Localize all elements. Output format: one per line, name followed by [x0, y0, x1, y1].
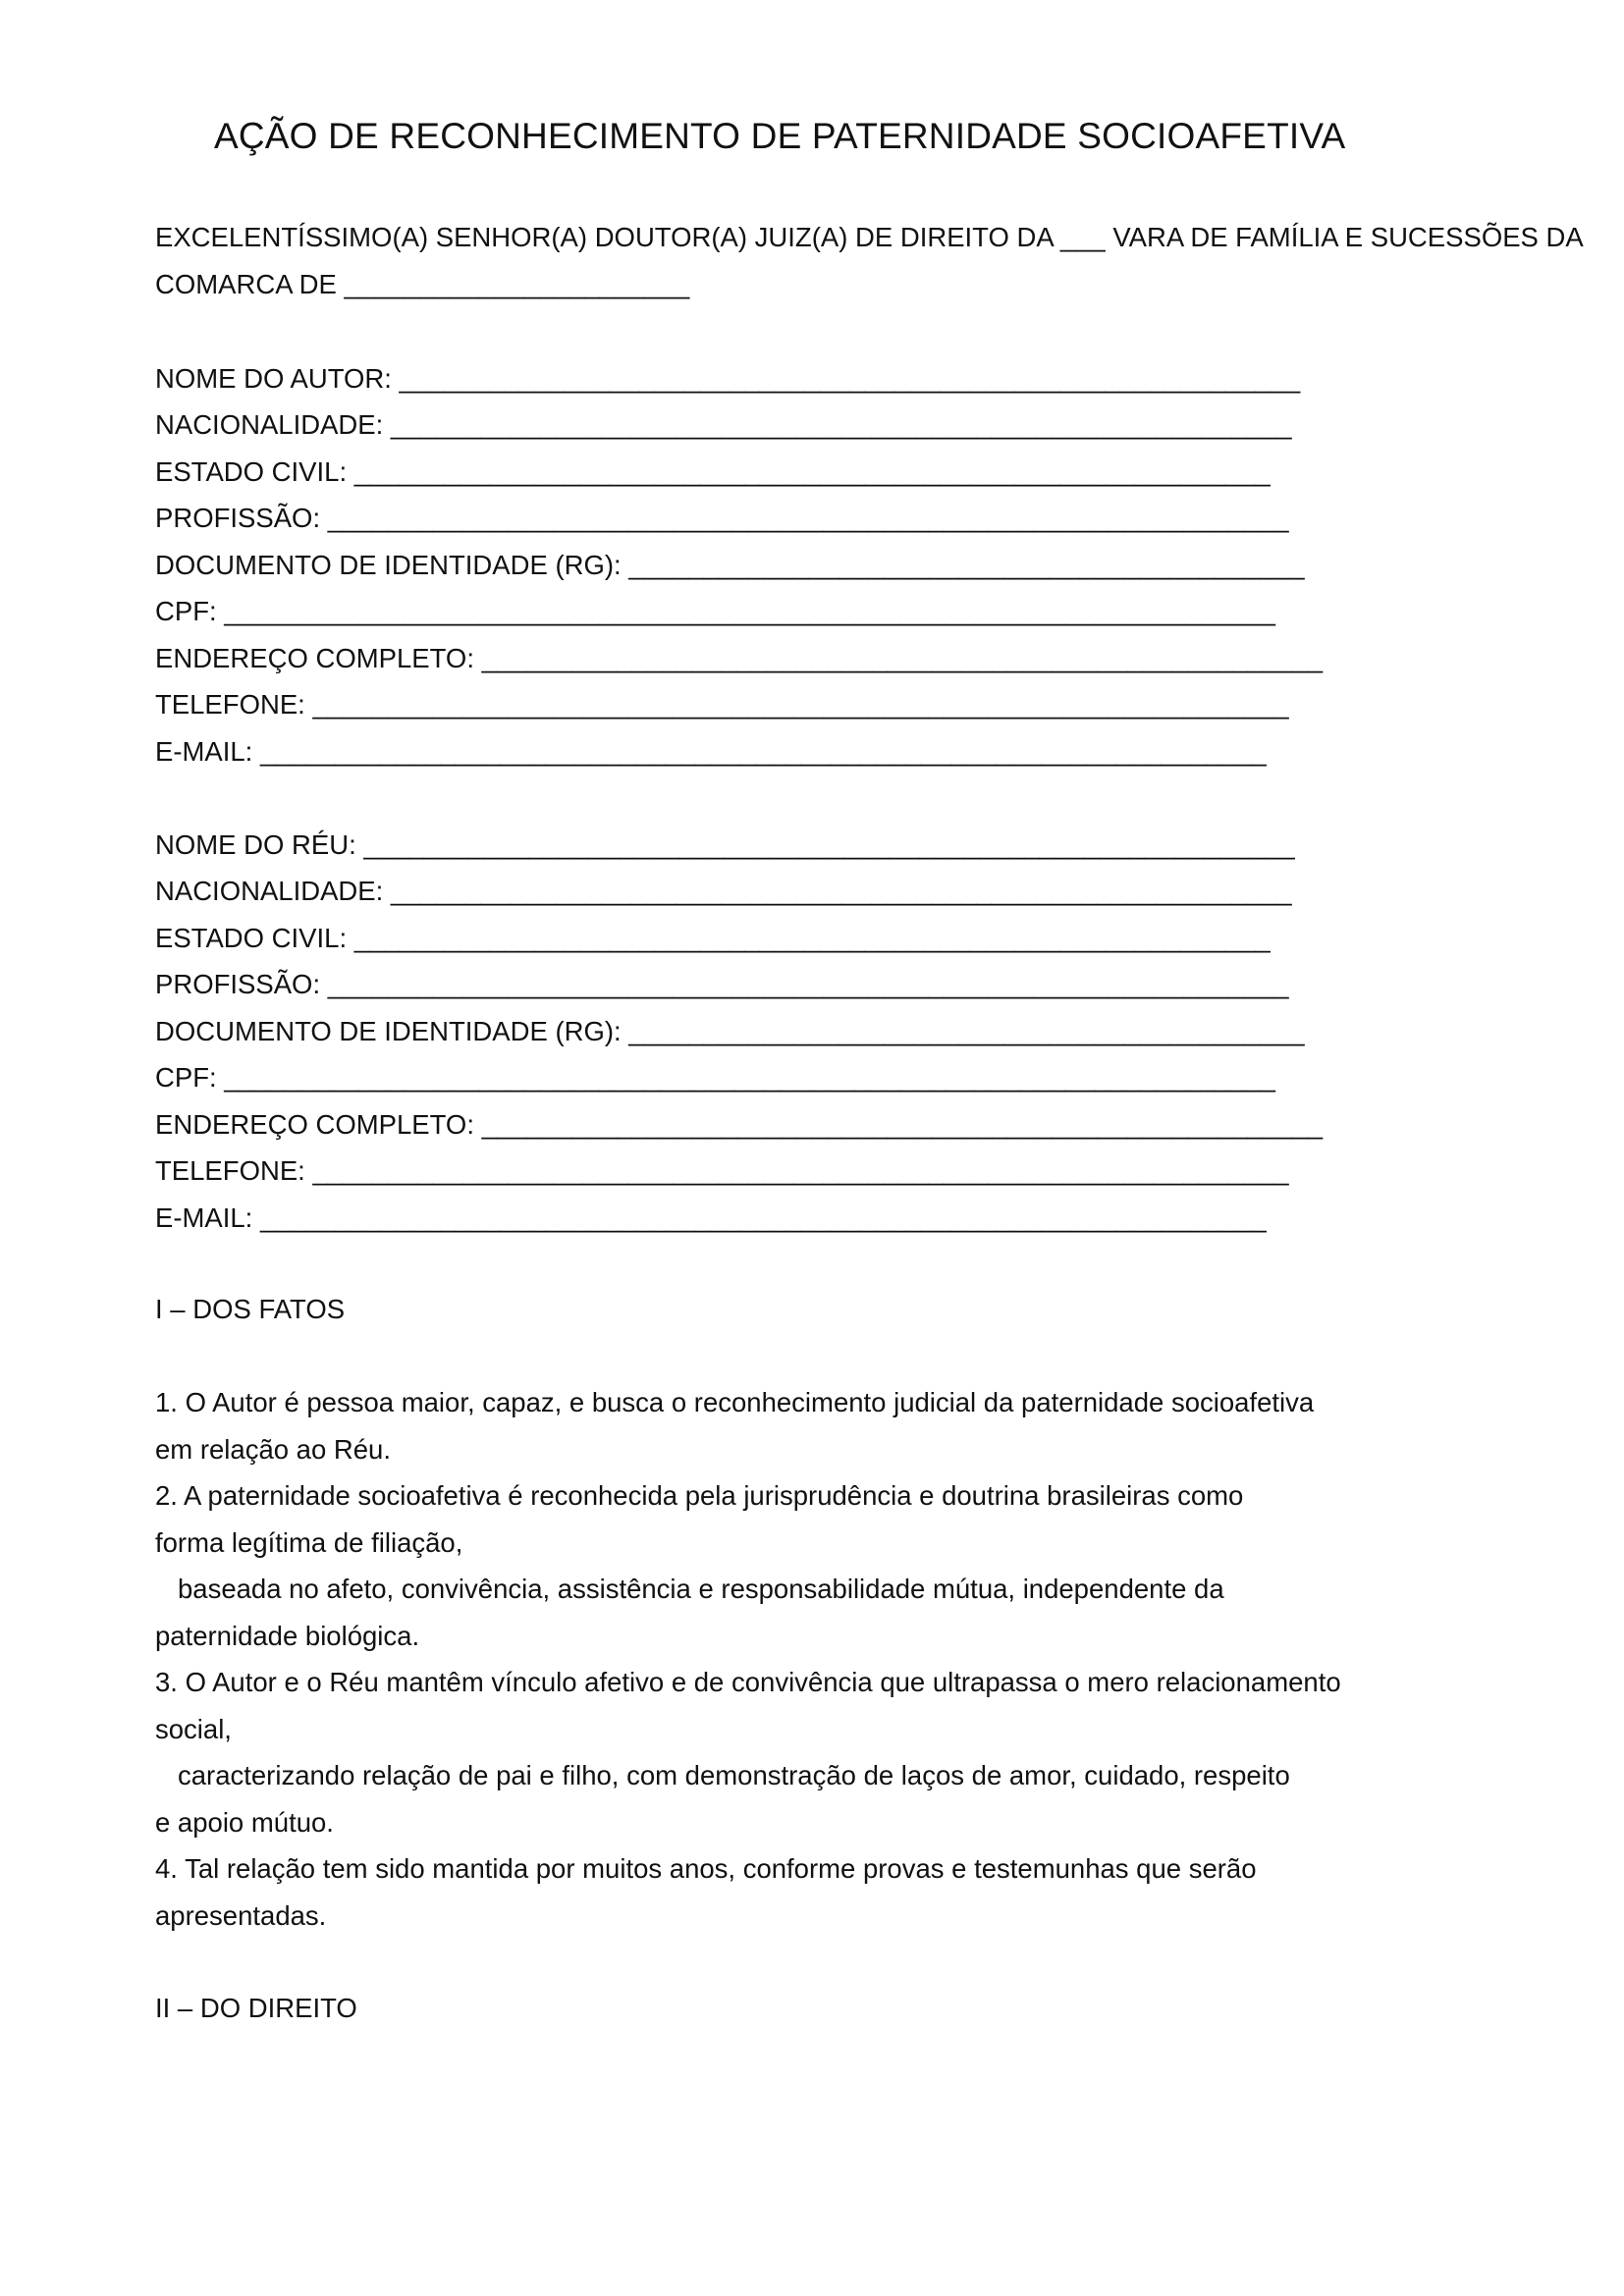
- author-address-field: ENDEREÇO COMPLETO: ________________________________________________________: [155, 643, 1324, 673]
- facts-line-9: caracterizando relação de pai e filho, com demonstração de laços de amor, cuidado, respeito: [178, 1760, 1290, 1790]
- facts-line-11: 4. Tal relação tem sido mantida por muitos anos, conforme provas e testemunhas que serão: [155, 1853, 1257, 1884]
- defendant-profession-field: PROFISSÃO: ________________________________________________________________: [155, 969, 1289, 999]
- section-heading-law: II – DO DIREITO: [155, 1993, 357, 2023]
- defendant-address-field: ENDEREÇO COMPLETO: ________________________________________________________: [155, 1109, 1324, 1140]
- defendant-name-field: NOME DO RÉU: ______________________________________________________________: [155, 829, 1295, 860]
- author-email-field: E-MAIL: ___________________________________________________________________: [155, 736, 1267, 767]
- facts-line-10: e apoio mútuo.: [155, 1807, 334, 1838]
- facts-line-5: baseada no afeto, convivência, assistência e responsabilidade mútua, independente da: [178, 1574, 1224, 1604]
- defendant-phone-field: TELEFONE: _________________________________________________________________: [155, 1155, 1289, 1186]
- author-profession-field: PROFISSÃO: ________________________________________________________________: [155, 503, 1289, 533]
- facts-line-4: forma legítima de filiação,: [155, 1527, 463, 1558]
- facts-line-7: 3. O Autor e o Réu mantêm vínculo afetivo e de convivência que ultrapassa o mero relacionamento: [155, 1667, 1341, 1697]
- facts-line-2: em relação ao Réu.: [155, 1434, 391, 1465]
- section-heading-facts: I – DOS FATOS: [155, 1294, 346, 1324]
- facts-line-8: social,: [155, 1714, 232, 1744]
- defendant-rg-field: DOCUMENTO DE IDENTIDADE (RG): _____________________________________________: [155, 1016, 1305, 1046]
- defendant-email-field: E-MAIL: ___________________________________________________________________: [155, 1202, 1267, 1233]
- author-nationality-field: NACIONALIDADE: ____________________________________________________________: [155, 409, 1292, 440]
- author-phone-field: TELEFONE: _________________________________________________________________: [155, 689, 1289, 720]
- facts-line-1: 1. O Autor é pessoa maior, capaz, e busca o reconhecimento judicial da paternidade socioafetiva: [155, 1387, 1315, 1417]
- addressee-line-1: EXCELENTÍSSIMO(A) SENHOR(A) DOUTOR(A) JUIZ(A) DE DIREITO DA ___ VARA DE FAMÍLIA E SUCESSÕES DA: [155, 222, 1584, 252]
- defendant-marital-status-field: ESTADO CIVIL: _____________________________________________________________: [155, 923, 1271, 953]
- defendant-nationality-field: NACIONALIDADE: ____________________________________________________________: [155, 876, 1292, 906]
- document-title: AÇÃO DE RECONHECIMENTO DE PATERNIDADE SOCIOAFETIVA: [214, 116, 1346, 156]
- defendant-cpf-field: CPF: ______________________________________________________________________: [155, 1062, 1275, 1093]
- author-marital-status-field: ESTADO CIVIL: _____________________________________________________________: [155, 456, 1271, 487]
- addressee-line-2: COMARCA DE _______________________: [155, 269, 690, 299]
- author-name-field: NOME DO AUTOR: ____________________________________________________________: [155, 363, 1301, 394]
- author-rg-field: DOCUMENTO DE IDENTIDADE (RG): _____________________________________________: [155, 550, 1305, 580]
- facts-line-12: apresentadas.: [155, 1900, 327, 1931]
- facts-line-3: 2. A paternidade socioafetiva é reconhecida pela jurisprudência e doutrina brasileiras como: [155, 1480, 1244, 1511]
- author-cpf-field: CPF: ______________________________________________________________________: [155, 596, 1275, 626]
- facts-line-6: paternidade biológica.: [155, 1621, 420, 1651]
